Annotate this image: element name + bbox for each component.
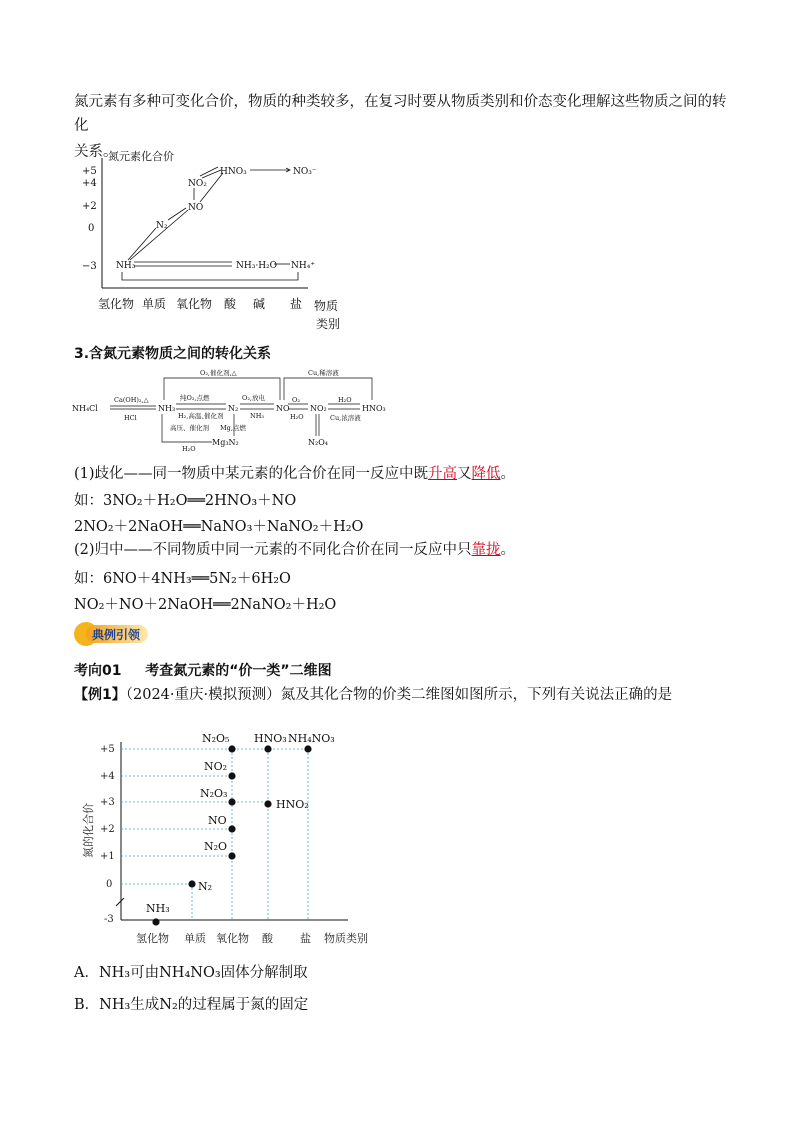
direction-label: 考向01: [74, 663, 122, 679]
option-b[interactable]: B．NH₃生成N₂的过程属于氮的固定: [74, 997, 309, 1013]
fig2-point-n2o: [228, 852, 235, 859]
equation-3: 如：6NO＋4NH₃══5N₂＋6H₂O: [74, 571, 291, 587]
option-a[interactable]: A．NH₃可由NH₄NO₃固体分解制取: [74, 965, 308, 981]
fig2-point-nh4no3: [304, 745, 311, 752]
scheme-c-highpress: 高压、催化剂: [170, 424, 209, 432]
fig1-xaxis-label-1: 物质: [314, 299, 339, 313]
disproportionation-end: 。: [500, 466, 516, 482]
scheme-c-hcl: HCl: [124, 414, 137, 422]
example-badge: [72, 621, 150, 647]
fig1-arrow-nh4-nh3-loop: [122, 272, 298, 280]
keyword-converge: 靠拢: [471, 542, 501, 558]
section-3-heading: 3.含氮元素物质之间的转化关系: [74, 346, 272, 362]
keyword-rise: 升高: [428, 466, 458, 482]
comproportionation-end: 。: [500, 542, 516, 558]
fig2-xlabel-salt: 盐: [300, 932, 311, 945]
fig1-sp-nh3: NH₃: [116, 261, 136, 271]
fig2-label-no2: NO₂: [204, 760, 228, 773]
fig2-ytick-p4: +4: [100, 771, 115, 782]
fig1-xaxis-label-2: 类别: [316, 317, 341, 331]
fig2-ylabel: 氮的化合价: [82, 803, 95, 858]
example-text: （2024·重庆·模拟预测）氮及其化合物的价类二维图如图所示，下列有关说法正确的是: [125, 687, 673, 703]
fig2-xlabel-hydride: 氢化物: [136, 932, 169, 945]
fig2-label-nh3: NH₃: [146, 902, 170, 915]
scheme-no: NO: [276, 404, 290, 413]
direction-heading: [74, 660, 332, 680]
comproportionation-lead: (2)归中——不同物质中同一元素的不同化合价在同一反应中只: [74, 542, 472, 558]
fig2-point-no2: [228, 772, 235, 779]
comproportionation-line: [74, 538, 734, 562]
equation-4: NO₂＋NO＋2NaOH══2NaNO₂＋H₂O: [74, 597, 337, 613]
fig2-label-hno3: HNO₃: [254, 732, 287, 745]
fig1-xlabel-base: 碱: [253, 297, 266, 311]
scheme-c-h2: H₂,高温、: [178, 412, 208, 420]
fig2-ytick-0: 0: [106, 879, 113, 890]
fig2-label-nh4no3: NH₄NO₃: [288, 732, 335, 745]
scheme-c-caoh2: Ca(OH)₂,△: [114, 396, 149, 404]
fig1-ytick-m3: −3: [82, 261, 97, 272]
equation-1: 如：3NO₂＋H₂O══2HNO₃＋NO: [74, 493, 297, 509]
fig1-xlabel-acid: 酸: [224, 297, 237, 311]
fig2-label-n2o3: N₂O₃: [200, 787, 228, 800]
fig2-point-nh3: [152, 918, 159, 925]
figure-nitrogen-valence-chart: [78, 728, 388, 950]
keyword-fall: 降低: [471, 466, 501, 482]
fig1-arrow-nh3-no: [130, 210, 188, 260]
fig1-ytick-p4: +4: [82, 178, 97, 189]
fig2-ytick-p2: +2: [100, 824, 115, 835]
scheme-c-pure-o2: 纯O₂,点燃: [180, 394, 210, 402]
fig2-point-hno2: [264, 800, 271, 807]
scheme-c-cu-conc: Cu,浓溶液: [330, 414, 361, 422]
fig1-sp-no2: NO₂: [188, 179, 207, 189]
scheme-c-o2cat: O₂,催化剂,△: [200, 369, 237, 377]
fig2-xlabel-oxide: 氧化物: [216, 932, 249, 945]
intro-line-1: 氮元素有多种可变化合价，物质的种类较多，在复习时要从物质类别和价态变化理解这些物质之间的转化: [74, 94, 727, 134]
fig1-sp-hno3: HNO₃: [220, 167, 247, 177]
fig1-xlabel-hydride: 氢化物: [98, 297, 135, 311]
equation-2: 2NO₂＋2NaOH══NaNO₃＋NaNO₂＋H₂O: [74, 519, 364, 535]
badge-text: 典例引领: [92, 628, 141, 642]
fig2-label-n2o: N₂O: [204, 840, 228, 853]
disproportionation-lead: (1)歧化——同一物质中某元素的化合价在同一反应中既: [74, 466, 429, 482]
fig2-label-n2o5: N₂O₅: [202, 732, 230, 745]
fig2-point-n2o5: [228, 745, 235, 752]
fig2-point-no: [228, 825, 235, 832]
fig1-xlabel-oxide: 氧化物: [176, 297, 213, 311]
example-1-stem: [74, 683, 774, 707]
fig1-ytick-0: 0: [88, 223, 95, 234]
scheme-n2o4: N₂O₄: [308, 438, 328, 447]
scheme-c-mg: Mg,点燃: [220, 424, 246, 432]
fig2-point-n2o3: [228, 798, 235, 805]
fig2-xaxis-label: 物质类别: [324, 932, 368, 945]
fig1-sp-no: NO: [188, 203, 204, 213]
fig2-label-hno2: HNO₂: [276, 798, 309, 811]
fig2-axis-break-icon: [116, 898, 124, 906]
fig1-sp-n2: N₂: [156, 221, 168, 231]
scheme-c-h2o-3: H₂O: [182, 445, 196, 453]
fig2-label-no: NO: [208, 814, 227, 827]
fig1-sp-nh3h2o: NH₃·H₂O: [236, 261, 278, 271]
scheme-c-cat: 催化剂: [204, 412, 224, 420]
scheme-no2: NO₂: [310, 404, 327, 413]
fig1-arrow-nh3-n2: [128, 228, 156, 260]
example-tag: 【例1】: [74, 687, 126, 703]
fig2-ytick-m3: -3: [104, 914, 114, 925]
fig2-point-n2: [188, 880, 195, 887]
scheme-nh4cl: NH₄Cl: [72, 404, 98, 413]
fig2-xlabel-acid: 酸: [262, 932, 273, 945]
scheme-n2: N₂: [228, 404, 239, 413]
scheme-nh3: NH₃: [158, 404, 176, 413]
fig2-ytick-p3: +3: [100, 797, 115, 808]
scheme-c-h2o-2: H₂O: [338, 396, 352, 404]
fig2-label-n2: N₂: [198, 880, 213, 893]
scheme-c-o2: O₂: [292, 396, 300, 404]
fig1-xlabel-element: 单质: [142, 297, 167, 311]
figure-valence-class-diagram: [78, 148, 363, 338]
fig1-ytick-p5: +5: [82, 166, 97, 177]
scheme-c-cu-dilute: Cu,稀溶液: [308, 369, 339, 377]
figure-nitrogen-conversion-scheme: [72, 362, 402, 454]
scheme-mg3n2: Mg₃N₂: [212, 438, 239, 447]
fig1-ylabel: 氮元素化合价: [108, 150, 174, 163]
direction-title: 考查氮元素的“价一类”二维图: [145, 663, 332, 679]
disproportionation-mid: 又: [457, 466, 472, 482]
fig1-xlabel-salt: 盐: [290, 297, 303, 311]
fig1-sp-no3: NO₃⁻: [293, 167, 317, 177]
fig2-ytick-p1: +1: [100, 851, 115, 862]
fig2-ytick-p5: +5: [100, 744, 115, 755]
disproportionation-line: [74, 462, 734, 486]
intro-line-2: 关系。: [74, 144, 118, 160]
scheme-c-nh3: NH₃: [250, 412, 264, 420]
fig1-sp-nh4: NH₄⁺: [291, 261, 316, 271]
fig2-point-hno3: [264, 745, 271, 752]
scheme-hno3: HNO₃: [362, 404, 386, 413]
fig1-ytick-p2: +2: [82, 201, 97, 212]
scheme-c-o2-spark: O₂,放电: [242, 394, 266, 402]
scheme-c-h2o-1: H₂O: [290, 413, 304, 421]
fig2-xlabel-element: 单质: [184, 932, 206, 945]
